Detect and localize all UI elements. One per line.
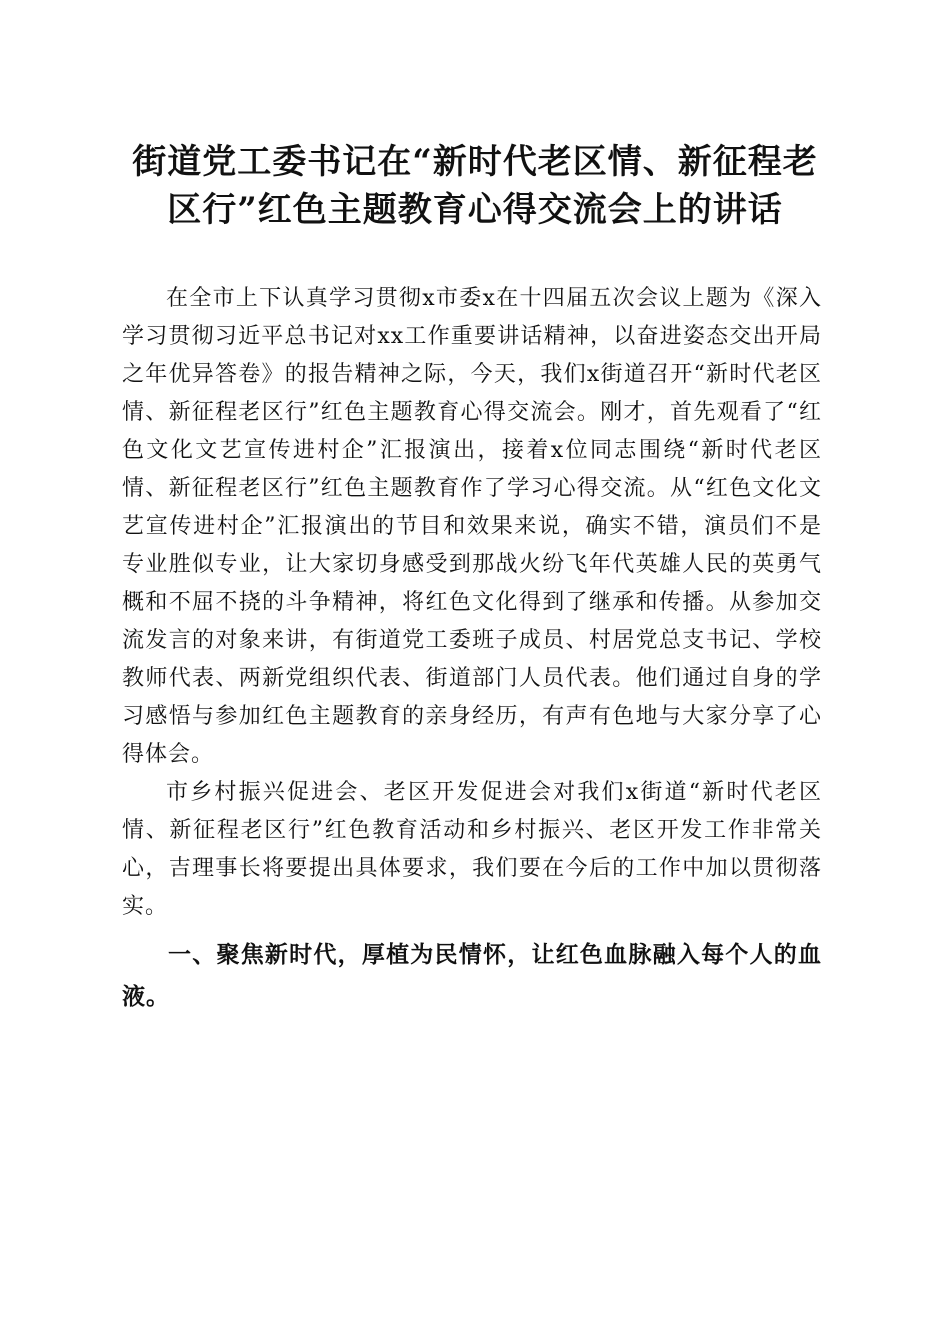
section-heading-1: 一、聚焦新时代，厚植为民情怀，让红色血脉融入每个人的血液。 bbox=[122, 942, 822, 1010]
paragraph-2: 市乡村振兴促进会、老区开发促进会对我们x街道“新时代老区情、新征程老区行”红色教育活动和乡村振兴、老区开发工作非常关心，吉理事长将要提出具体要求，我们要在今后的工作中加以贯彻落实。 bbox=[122, 780, 822, 919]
paragraph-1: 在全市上下认真学习贯彻x市委x在十四届五次会议上题为《深入学习贯彻习近平总书记对xx工作重要讲话精神，以奋进姿态交出开局之年优异答卷》的报告精神之际，今天，我们x街道召开“新时代老区情、新征程老区行”红色主题教育心得交流会。刚才，首先观看了“红色文化文艺宣传进村企”汇报演出，接着x位同志围绕“新时代老区情、新征程老区行”红色主题教育作了学习心得交流。从“红色文化文艺宣传进村企”汇报演出的节目和效果来说，确实不错，演员们不是专业胜似专业，让大家切身感受到那战火纷飞年代英雄人民的英勇气概和不屈不挠的斗争精神，将红色文化得到了继承和传播。从参加交流发言的对象来讲，有街道党工委班子成员、村居党总支书记、学校教师代表、两新党组织代表、街道部门人员代表。他们通过自身的学习感悟与参加红色主题教育的亲身经历，有声有色地与大家分享了心得体会。 bbox=[122, 286, 822, 767]
document-title bbox=[100, 138, 850, 234]
document-body bbox=[122, 280, 822, 1018]
title-line-1: 街道党工委书记在“新时代老区情、新征程老 bbox=[132, 142, 818, 182]
title-line-2: 区行”红色主题教育心得交流会上的讲话 bbox=[167, 190, 783, 230]
